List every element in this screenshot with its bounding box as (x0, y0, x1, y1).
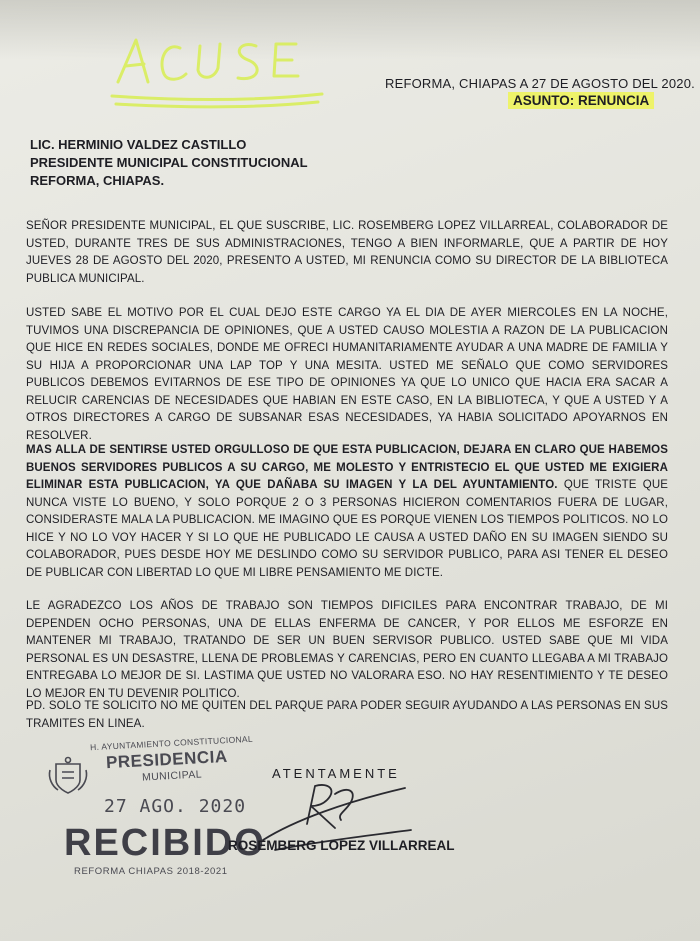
paragraph-complaint-bold: MAS ALLA DE SENTIRSE USTED ORGULLOSO DE QUE ESTA PUBLICACION, DEJARA EN CLARO QUE HABEMOS BUENOS SERVIDORES PUBLICOS A SU CARGO, ME MOLESTO Y ENTRISTECIO EL QUE USTED ME EXIGIERA ELIMINAR ESTA PUBLICACION, YA QUE DAÑABA SU IMAGEN Y LA DEL AYUNTAMIENTO. (26, 444, 668, 491)
addressee-name: LIC. HERMINIO VALDEZ CASTILLO (30, 137, 247, 152)
handwritten-acuse-drawing (108, 30, 328, 110)
closing-salutation: ATENTAMENTE (272, 766, 400, 781)
handwritten-acuse-note (108, 30, 328, 110)
addressee-position: PRESIDENTE MUNICIPAL CONSTITUCIONAL (30, 155, 308, 170)
stamp-received-label: RECIBIDO (64, 822, 266, 864)
place-and-date: REFORMA, CHIAPAS A 27 DE AGOSTO DEL 2020. (385, 76, 695, 91)
photo-shadow (0, 0, 700, 60)
addressee-location: REFORMA, CHIAPAS. (30, 173, 165, 188)
paragraph-complaint (26, 442, 668, 582)
signer-name: ROSEMBERG LOPEZ VILLARREAL (228, 838, 455, 853)
subject-line: ASUNTO: RENUNCIA (508, 92, 654, 109)
stamp-location: REFORMA CHIAPAS 2018-2021 (74, 866, 228, 877)
received-stamp (40, 734, 290, 884)
stamp-office-sub: MUNICIPAL (141, 768, 203, 784)
paragraph-complaint-rest: QUE TRISTE QUE NUNCA VISTE LO BUENO, Y SOLO PORQUE 2 O 3 PERSONAS HICIERON COMENTARIOS FUERA DE LUGAR, CONSIDERASTE MALA LA PUBLICACION. ME IMAGINO QUE ES PORQUE VIENEN LOS TIEMPOS POLITICOS. NO LO HICE Y NO LO VOY HACER Y SI LO QUE HE PUBLICADO LE CAUSA A USTED DAÑO EN SU IMAGEN SIENDO SU COLABORADOR, PUES DESDE HOY ME DESLINDO COMO SU SERVIDOR PUBLICO, PARA ASI TENER EL DESEO DE PUBLICAR CON LIBERTAD LO QUE MI LIBRE PENSAMIENTO ME DICTE. (26, 479, 668, 579)
addressee-block (30, 136, 308, 190)
stamp-organization: H. AYUNTAMIENTO CONSTITUCIONAL (89, 733, 254, 753)
paragraph-postscript: PD. SOLO TE SOLICITO NO ME QUITEN DEL PARQUE PARA PODER SEGUIR AYUDANDO A LAS PERSONAS EN SUS TRAMITES EN LINEA. (26, 700, 668, 730)
paragraph-reason: USTED SABE EL MOTIVO POR EL CUAL DEJO ESTE CARGO YA EL DIA DE AYER MIERCOLES EN LA NOCHE, TUVIMOS UNA DISCREPANCIA DE OPINIONES, QUE A USTED CAUSO MOLESTIA A RAZON DE LA PUBLICACION QUE HICE EN REDES SOCIALES, DONDE ME OFRECI HUMANITARIAMENTE AYUDAR A UNA MADRE DE FAMILIA Y SU HIJA A PROPORCIONAR UNA LAP TOP Y UNA MESITA. USTED ME SEÑALO QUE COMO SERVIDORES PUBLICOS DEBEMOS EVITARNOS DE ESE TIPO DE OPINIONES YA QUE LO UNICO QUE HACIA ERA SACAR A RELUCIR CARENCIAS DE NECESIDADES QUE HABIAN EN ESTE CASO, EN LA BIBLIOTECA, Y QUE A USTED Y A OTROS DIRECTORES A CARGO DE SUBSANAR ESAS NECESIDADES, YA HABIA SOLICITADO APOYARNOS EN RESOLVER. (26, 307, 668, 442)
stamp-date: 27 AGO. 2020 (104, 796, 247, 817)
paragraph-gratitude: LE AGRADEZCO LOS AÑOS DE TRABAJO SON TIEMPOS DIFICILES PARA ENCONTRAR TRABAJO, DE MI DEPENDEN OCHO PERSONAS, UNA DE ELLAS ENFERMA DE CANCER, Y POR ELLOS ME ESFORZE EN MANTENER MI TRABAJO, TRATANDO DE SER UN BUEN SERVISOR PUBLICO. USTED SABE QUE MI VIDA PERSONAL ES UN DESASTRE, LLENA DE PROBLEMAS Y CARENCIAS, PERO EN CUANTO LLEGABA A MI TRABAJO ENTREGABA LO MEJOR DE SI. LASTIMA QUE USTED NO VALORARA ESO. NO HAY RESENTIMIENTO Y TE DESEO LO MEJOR EN TU DEVENIR POLITICO. (26, 600, 668, 700)
coat-of-arms-icon (46, 756, 90, 796)
stamp-office: PRESIDENCIA (105, 746, 229, 773)
paragraph-intro: SEÑOR PRESIDENTE MUNICIPAL, EL QUE SUSCRIBE, LIC. ROSEMBERG LOPEZ VILLARREAL, COLABORADOR DE USTED, DURANTE TRES DE SUS ADMINISTRACIONES, TENGO A BIEN INFORMARLE, QUE A PARTIR DE HOY JUEVES 28 DE AGOSTO DEL 2020, PRESENTO A USTED, MI RENUNCIA COMO SU DIRECTOR DE LA BIBLIOTECA PUBLICA MUNICIPAL. (26, 220, 668, 285)
